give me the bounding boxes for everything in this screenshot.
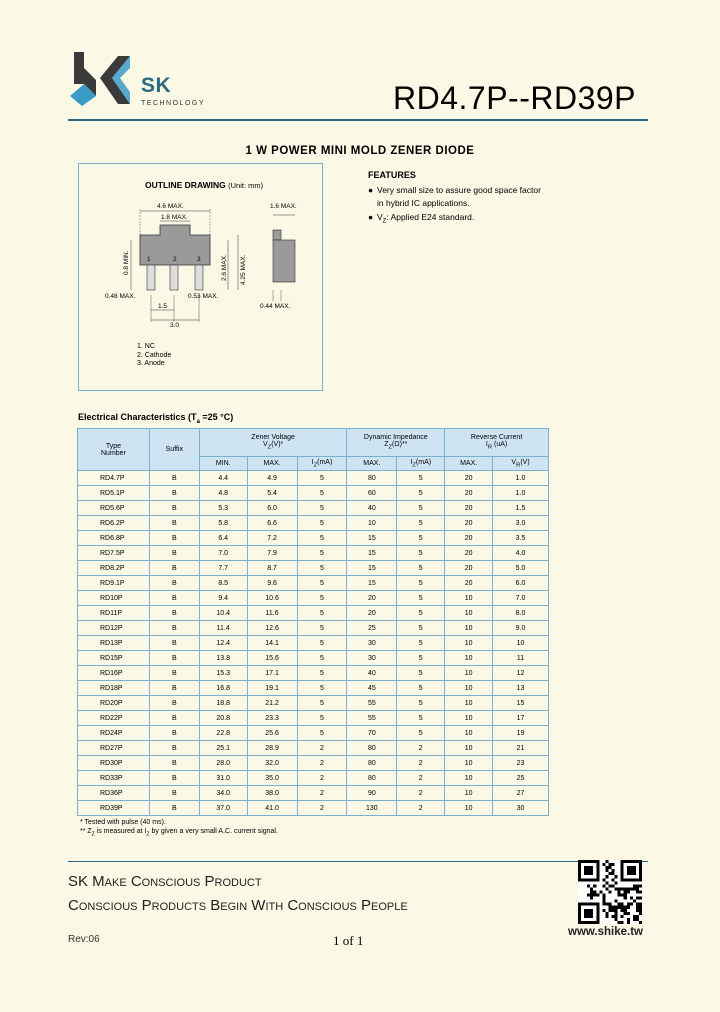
- table-cell: 5: [297, 516, 347, 531]
- table-cell: RD10P: [78, 591, 150, 606]
- table-cell: 10: [347, 516, 397, 531]
- table-cell: RD8.2P: [78, 561, 150, 576]
- electrical-characteristics-table: [77, 428, 549, 816]
- table-row: [78, 711, 549, 726]
- table-cell: RD4.7P: [78, 471, 150, 486]
- table-cell: RD16P: [78, 666, 150, 681]
- table-cell: 15: [347, 561, 397, 576]
- table-cell: 5: [297, 606, 347, 621]
- table-cell: 7.7: [199, 561, 247, 576]
- col-header-vz-max: MAX.: [247, 457, 297, 471]
- outline-drawing-title: [145, 180, 263, 190]
- table-cell: 32.0: [247, 756, 297, 771]
- table-cell: 10: [445, 666, 493, 681]
- table-cell: 10: [445, 771, 493, 786]
- table-cell: RD7.5P: [78, 546, 150, 561]
- table-cell: 18.8: [199, 696, 247, 711]
- table-cell: 11: [493, 651, 549, 666]
- table-cell: 5: [397, 711, 445, 726]
- table-cell: 20: [445, 471, 493, 486]
- table-cell: B: [149, 486, 199, 501]
- table-cell: 2: [397, 741, 445, 756]
- bullet-icon: ●: [368, 212, 374, 222]
- table-cell: B: [149, 636, 199, 651]
- table-cell: 5: [297, 576, 347, 591]
- table-cell: 20: [445, 486, 493, 501]
- table-row: [78, 621, 549, 636]
- table-cell: 2: [297, 756, 347, 771]
- col-header-vz-min: MIN.: [199, 457, 247, 471]
- table-cell: 10: [445, 621, 493, 636]
- table-cell: B: [149, 801, 199, 816]
- table-cell: 10: [445, 681, 493, 696]
- table-cell: 2: [297, 741, 347, 756]
- table-cell: 5: [297, 681, 347, 696]
- footer-divider: [68, 861, 648, 862]
- table-cell: 15: [347, 576, 397, 591]
- table-cell: 5.4: [247, 486, 297, 501]
- table-cell: 10: [445, 651, 493, 666]
- table-cell: 23: [493, 756, 549, 771]
- table-cell: 19: [493, 726, 549, 741]
- col-header-reverse-current: Reverse Current $I_R$ (uA): [445, 429, 549, 457]
- col-header-type: Type Number: [78, 429, 150, 471]
- table-cell: 5: [397, 546, 445, 561]
- table-cell: RD12P: [78, 621, 150, 636]
- table-cell: 22.8: [199, 726, 247, 741]
- table-cell: 10: [445, 696, 493, 711]
- table-cell: 5: [397, 486, 445, 501]
- table-cell: 10: [445, 591, 493, 606]
- pin-legend: [137, 343, 171, 369]
- feature-item: [368, 211, 541, 229]
- table-cell: 19.1: [247, 681, 297, 696]
- table-cell: 7.2: [247, 531, 297, 546]
- table-row: [78, 591, 549, 606]
- table-cell: 60: [347, 486, 397, 501]
- table-row: [78, 771, 549, 786]
- table-row: [78, 576, 549, 591]
- col-header-zener-voltage: Zener Voltage $V_Z(V)*$: [199, 429, 347, 457]
- table-cell: RD5.6P: [78, 501, 150, 516]
- table-cell: B: [149, 471, 199, 486]
- table-cell: 6.6: [247, 516, 297, 531]
- table-cell: 34.0: [199, 786, 247, 801]
- table-cell: 2: [397, 786, 445, 801]
- feature-text: in hybrid IC applications.: [377, 198, 470, 208]
- dim-2-6-max: 2.6 MAX.: [221, 254, 228, 281]
- table-cell: 5: [397, 561, 445, 576]
- pin-2-label: 2: [173, 256, 177, 263]
- table-cell: 9.0: [493, 621, 549, 636]
- table-row: [78, 666, 549, 681]
- table-cell: B: [149, 531, 199, 546]
- table-cell: 4.4: [199, 471, 247, 486]
- table-cell: RD24P: [78, 726, 150, 741]
- table-cell: 20: [445, 546, 493, 561]
- pin-legend-item: 2. Cathode: [137, 351, 172, 359]
- table-cell: 5: [397, 576, 445, 591]
- table-cell: 5: [397, 516, 445, 531]
- table-cell: 10: [493, 636, 549, 651]
- table-cell: 5: [297, 636, 347, 651]
- table-cell: B: [149, 711, 199, 726]
- table-cell: 5: [297, 471, 347, 486]
- dim-0-53-max: 0.53 MAX.: [188, 293, 219, 300]
- dim-1-8-max: 1.8 MAX.: [161, 214, 188, 221]
- table-cell: 20: [347, 591, 397, 606]
- dim-0-44-max: 0.44 MAX.: [260, 303, 291, 310]
- table-row: [78, 741, 549, 756]
- table-cell: 25.1: [199, 741, 247, 756]
- table-cell: 1.5: [493, 501, 549, 516]
- table-cell: 25: [347, 621, 397, 636]
- outline-title-text: OUTLINE DRAWING: [145, 180, 226, 190]
- table-cell: 70: [347, 726, 397, 741]
- table-cell: 5: [297, 546, 347, 561]
- table-cell: 5: [297, 621, 347, 636]
- table-cell: 30: [347, 636, 397, 651]
- table-cell: B: [149, 771, 199, 786]
- table-cell: 5.8: [199, 516, 247, 531]
- table-cell: 16.8: [199, 681, 247, 696]
- table-cell: 25.6: [247, 726, 297, 741]
- header-divider: [68, 119, 648, 121]
- sk-logo: [70, 48, 132, 108]
- table-cell: 5: [297, 591, 347, 606]
- dim-4-25-max: 4.25 MAX.: [240, 254, 247, 285]
- col-header-zz-max: MAX.: [347, 457, 397, 471]
- table-cell: 5: [397, 621, 445, 636]
- table-cell: RD5.1P: [78, 486, 150, 501]
- table-cell: 20: [445, 576, 493, 591]
- table-cell: RD39P: [78, 801, 150, 816]
- features-section: [368, 169, 541, 229]
- table-cell: 5: [297, 666, 347, 681]
- table-row: [78, 561, 549, 576]
- table-row: [78, 681, 549, 696]
- outline-unit: (Unit: mm): [228, 181, 264, 190]
- table-row: [78, 546, 549, 561]
- table-cell: 5: [397, 501, 445, 516]
- pin-1-label: 1: [147, 256, 151, 263]
- feature-text: Very small size to assure good space factor: [377, 185, 541, 195]
- table-cell: 12.6: [247, 621, 297, 636]
- dim-4-6-max: 4.6 MAX.: [157, 203, 184, 210]
- qr-code-icon: [578, 860, 642, 924]
- table-cell: 41.0: [247, 801, 297, 816]
- table-cell: 15.6: [247, 651, 297, 666]
- table-cell: 10.6: [247, 591, 297, 606]
- table-cell: 8.0: [493, 606, 549, 621]
- table-cell: 5: [397, 591, 445, 606]
- table-cell: 15: [347, 546, 397, 561]
- table-notes: [80, 818, 278, 839]
- table-row: [78, 786, 549, 801]
- table-cell: 55: [347, 711, 397, 726]
- slogan-line-2: Conscious Products Begin With Conscious People: [68, 897, 408, 914]
- table-cell: 15: [493, 696, 549, 711]
- table-cell: RD20P: [78, 696, 150, 711]
- table-row: [78, 756, 549, 771]
- table-row: [78, 801, 549, 816]
- features-title: FEATURES: [368, 170, 416, 180]
- table-cell: RD18P: [78, 681, 150, 696]
- table-cell: 21.2: [247, 696, 297, 711]
- table-cell: B: [149, 591, 199, 606]
- col-header-dynamic-impedance: Dynamic Impedance $Z_Z(\Omega)**$: [347, 429, 445, 457]
- table-cell: 6.0: [247, 501, 297, 516]
- table-cell: 14.1: [247, 636, 297, 651]
- table-cell: 11.6: [247, 606, 297, 621]
- table-cell: 20: [445, 531, 493, 546]
- table-cell: 20: [445, 561, 493, 576]
- document-subtitle: 1 W POWER MINI MOLD ZENER DIODE: [245, 145, 475, 157]
- table-cell: 45: [347, 681, 397, 696]
- table-row: [78, 531, 549, 546]
- note-pulse: * Tested with pulse (40 ms).: [80, 819, 166, 826]
- table-body: [78, 471, 549, 816]
- table-cell: B: [149, 741, 199, 756]
- table-cell: RD9.1P: [78, 576, 150, 591]
- table-cell: B: [149, 726, 199, 741]
- table-cell: 28.0: [199, 756, 247, 771]
- table-cell: 20: [347, 606, 397, 621]
- table-cell: 5: [297, 696, 347, 711]
- feature-item-continued: [368, 197, 541, 210]
- table-cell: RD15P: [78, 651, 150, 666]
- dim-3-0: 3.0: [170, 322, 180, 329]
- table-row: [78, 651, 549, 666]
- table-cell: 80: [347, 756, 397, 771]
- table-cell: 6.4: [199, 531, 247, 546]
- table-cell: 5: [397, 726, 445, 741]
- dim-0-48-max: 0.48 MAX.: [105, 293, 136, 300]
- website-link[interactable]: www.shike.tw: [568, 926, 643, 938]
- table-cell: 5: [297, 501, 347, 516]
- pin-3-label: 3: [197, 256, 201, 263]
- table-cell: 20: [445, 516, 493, 531]
- table-cell: RD30P: [78, 756, 150, 771]
- table-cell: 5: [297, 561, 347, 576]
- table-cell: 4.9: [247, 471, 297, 486]
- table-cell: 130: [347, 801, 397, 816]
- pin-legend-item: 1. NC: [137, 343, 155, 350]
- pin-legend-item: 3. Anode: [137, 360, 165, 367]
- table-cell: B: [149, 516, 199, 531]
- table-cell: 80: [347, 471, 397, 486]
- table-cell: 10: [445, 756, 493, 771]
- table-cell: 10: [445, 636, 493, 651]
- table-cell: 10: [445, 741, 493, 756]
- table-cell: 35.0: [247, 771, 297, 786]
- table-cell: 17.1: [247, 666, 297, 681]
- table-cell: 5: [297, 486, 347, 501]
- table-cell: RD6.8P: [78, 531, 150, 546]
- bullet-icon: ●: [368, 185, 374, 195]
- table-cell: 2: [397, 771, 445, 786]
- table-cell: 20: [445, 501, 493, 516]
- table-cell: 9.4: [199, 591, 247, 606]
- part-number-title: RD4.7P--RD39P: [392, 80, 636, 116]
- table-cell: 40: [347, 666, 397, 681]
- col-header-iz: $I_Z(mA)$: [297, 457, 347, 471]
- table-cell: 27: [493, 786, 549, 801]
- table-row: [78, 471, 549, 486]
- revision-label: Rev:06: [68, 934, 100, 945]
- table-row: [78, 726, 549, 741]
- table-row: [78, 606, 549, 621]
- dim-1-5: 1.5: [158, 303, 168, 310]
- table-cell: 2: [297, 786, 347, 801]
- table-cell: 10: [445, 801, 493, 816]
- table-cell: 28.9: [247, 741, 297, 756]
- table-cell: B: [149, 666, 199, 681]
- table-cell: 3.5: [493, 531, 549, 546]
- table-cell: 5.0: [493, 561, 549, 576]
- table-cell: 5: [397, 636, 445, 651]
- table-cell: 9.6: [247, 576, 297, 591]
- table-cell: 31.0: [199, 771, 247, 786]
- table-cell: RD22P: [78, 711, 150, 726]
- table-cell: 90: [347, 786, 397, 801]
- table-cell: 21: [493, 741, 549, 756]
- table-cell: 2: [297, 771, 347, 786]
- col-header-suffix: Suffix: [149, 429, 199, 471]
- table-cell: RD11P: [78, 606, 150, 621]
- table-cell: B: [149, 606, 199, 621]
- table-cell: 5: [397, 531, 445, 546]
- col-header-ir-max: MAX.: [445, 457, 493, 471]
- table-row: [78, 486, 549, 501]
- table-cell: 5: [397, 651, 445, 666]
- table-cell: B: [149, 501, 199, 516]
- table-cell: B: [149, 681, 199, 696]
- table-cell: RD27P: [78, 741, 150, 756]
- table-cell: 5: [297, 726, 347, 741]
- table-cell: 30: [493, 801, 549, 816]
- feature-text: $V_Z$: Applied E24 standard.: [377, 212, 475, 225]
- brand-name: SK: [141, 74, 172, 97]
- table-cell: 20.8: [199, 711, 247, 726]
- table-cell: 5: [297, 711, 347, 726]
- table-cell: 10: [445, 786, 493, 801]
- table-cell: 5: [397, 471, 445, 486]
- table-cell: 4.8: [199, 486, 247, 501]
- table-cell: 37.0: [199, 801, 247, 816]
- table-cell: 38.0: [247, 786, 297, 801]
- table-cell: RD6.2P: [78, 516, 150, 531]
- table-row: [78, 501, 549, 516]
- dim-1-6-max: 1.6 MAX.: [270, 203, 297, 210]
- table-cell: 80: [347, 741, 397, 756]
- table-row: [78, 636, 549, 651]
- table-cell: 2: [297, 801, 347, 816]
- table-cell: 4.0: [493, 546, 549, 561]
- table-cell: 5: [297, 531, 347, 546]
- table-cell: 8.7: [247, 561, 297, 576]
- table-cell: RD33P: [78, 771, 150, 786]
- dim-0-8-min: 0.8 MIN.: [123, 250, 130, 275]
- table-cell: 5: [397, 606, 445, 621]
- table-cell: 7.0: [493, 591, 549, 606]
- table-cell: B: [149, 621, 199, 636]
- table-cell: 6.0: [493, 576, 549, 591]
- table-cell: 12: [493, 666, 549, 681]
- table-cell: 8.5: [199, 576, 247, 591]
- table-cell: 2: [397, 801, 445, 816]
- table-cell: 12.4: [199, 636, 247, 651]
- table-cell: B: [149, 696, 199, 711]
- brand-subtitle: TECHNOLOGY: [141, 100, 206, 107]
- table-cell: 5: [397, 681, 445, 696]
- electrical-characteristics-title: Electrical Characteristics ($T_a =25$ °C): [78, 412, 234, 425]
- table-cell: 7.0: [199, 546, 247, 561]
- table-cell: B: [149, 651, 199, 666]
- table-cell: B: [149, 786, 199, 801]
- col-header-vr: $V_R(V)$: [493, 457, 549, 471]
- table-cell: 15.3: [199, 666, 247, 681]
- col-header-zz-iz: $I_Z(mA)$: [397, 457, 445, 471]
- package-outline-drawing: [95, 195, 315, 340]
- page-number: 1 of 1: [333, 933, 364, 948]
- table-cell: 30: [347, 651, 397, 666]
- table-cell: 13.8: [199, 651, 247, 666]
- table-cell: 5: [297, 651, 347, 666]
- table-cell: 5: [397, 696, 445, 711]
- feature-item: [368, 184, 541, 197]
- table-cell: 80: [347, 771, 397, 786]
- table-cell: 3.0: [493, 516, 549, 531]
- note-impedance: ** $Z_Z$ is measured at $I_Z$ by given a very small A.C. current signal.: [80, 828, 278, 838]
- table-cell: 5: [397, 666, 445, 681]
- table-cell: 13: [493, 681, 549, 696]
- table-cell: 17: [493, 711, 549, 726]
- table-cell: B: [149, 546, 199, 561]
- table-cell: 10: [445, 711, 493, 726]
- table-cell: 1.0: [493, 471, 549, 486]
- table-cell: B: [149, 756, 199, 771]
- table-cell: 55: [347, 696, 397, 711]
- table-cell: 7.9: [247, 546, 297, 561]
- table-cell: 11.4: [199, 621, 247, 636]
- table-row: [78, 516, 549, 531]
- table-cell: 1.0: [493, 486, 549, 501]
- table-cell: 2: [397, 756, 445, 771]
- table-row: [78, 696, 549, 711]
- table-cell: 40: [347, 501, 397, 516]
- table-cell: 10: [445, 726, 493, 741]
- table-cell: 15: [347, 531, 397, 546]
- table-cell: B: [149, 561, 199, 576]
- table-cell: 10.4: [199, 606, 247, 621]
- table-cell: 23.3: [247, 711, 297, 726]
- table-cell: 5.3: [199, 501, 247, 516]
- table-cell: B: [149, 576, 199, 591]
- table-cell: RD36P: [78, 786, 150, 801]
- table-cell: 10: [445, 606, 493, 621]
- slogan-line-1: SK Make Conscious Product: [68, 873, 262, 890]
- table-cell: 25: [493, 771, 549, 786]
- table-cell: RD13P: [78, 636, 150, 651]
